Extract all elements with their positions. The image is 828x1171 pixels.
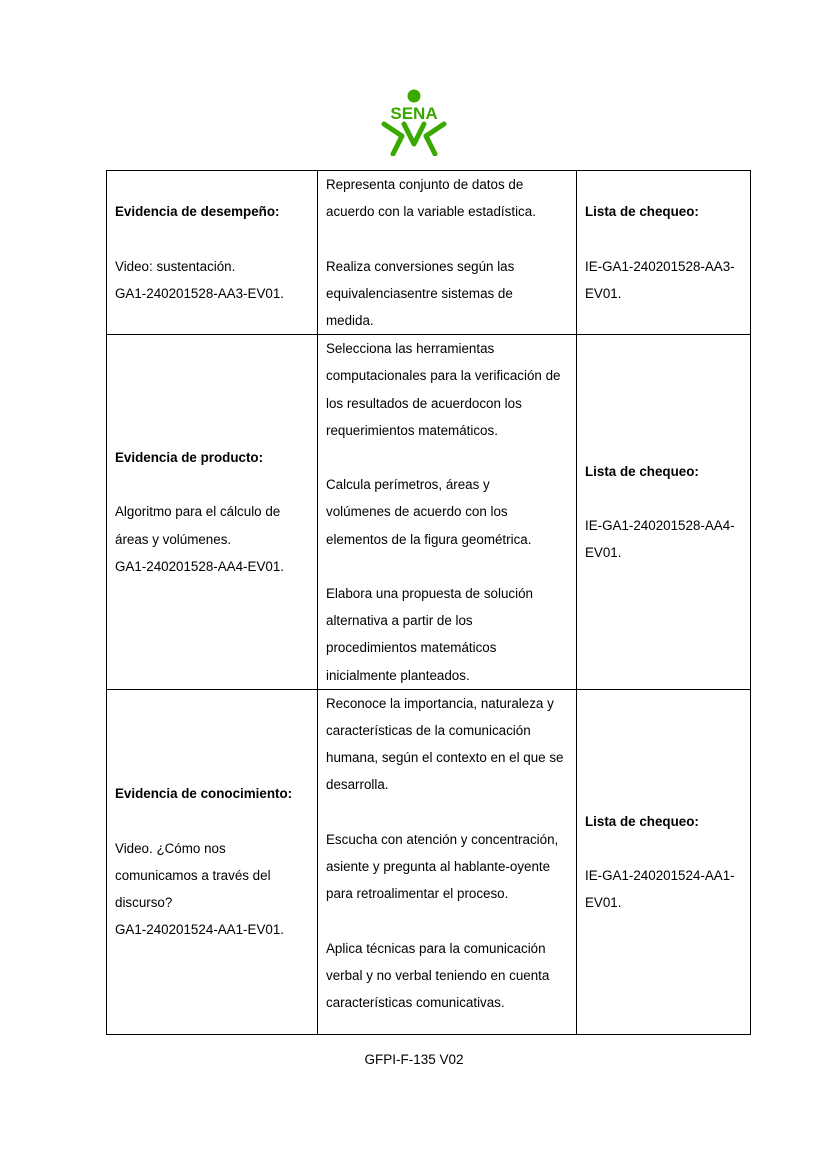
evidence-description-line: Video. ¿Cómo nos [115,840,226,856]
criterion-line: alternativa a partir de los [326,613,473,629]
instrument-code-line: EV01. [585,895,622,911]
instrument-code-line: IE-GA1-240201528-AA3- [585,258,735,274]
evidence-table [106,170,751,1035]
evidence-label: Evidencia de producto: [115,450,264,465]
evidence-description-line: GA1-240201524-AA1-EV01. [115,922,284,938]
criterion-line: Realiza conversiones según las [326,258,515,274]
criterion-line: Aplica técnicas para la comunicación [326,940,546,956]
criterion-line: equivalenciasentre sistemas de [326,285,513,301]
logo-text: SENA [390,104,438,123]
evidence-row [107,689,751,1034]
criterion-line: Reconoce la importancia, naturaleza y [326,695,554,711]
evidence-label: Evidencia de conocimiento: [115,786,293,802]
evidence-description-line: áreas y volúmenes. [115,531,232,547]
criterion-line: requerimientos matemáticos. [326,422,498,438]
criterion-line: medida. [326,313,374,328]
evidence-table-body [107,171,751,1035]
criterion-line: verbal y no verbal teniendo en cuenta [326,967,550,983]
criterion-line: asiente y pregunta al hablante-oyente [326,859,551,875]
sena-logo [378,88,450,156]
criterion-line: acuerdo con la variable estadística. [326,204,536,220]
instrument-code-line: IE-GA1-240201528-AA4- [585,518,735,533]
instrument-label: Lista de chequeo: [585,204,699,220]
criterion-line: Elabora una propuesta de solución [326,586,533,601]
evidence-description-line: comunicamos a través del [115,868,271,883]
instrument-code-line: EV01. [585,285,622,301]
instrument-cell [577,689,751,1034]
evidence-row [107,171,751,335]
evidence-description-line: discurso? [115,895,173,911]
criterion-line: Escucha con atención y concentración, [326,831,559,847]
evidence-description-line: Algoritmo para el cálculo de [115,504,281,520]
evidence-cell [107,171,318,335]
evidence-row [107,335,751,690]
criterion-line: computacionales para la verificación de [326,368,561,384]
evidence-label: Evidencia de desempeño: [115,204,280,220]
form-code-footer: GFPI-F-135 V02 [364,1052,464,1067]
evidence-description-line: GA1-240201528-AA4-EV01. [115,558,284,574]
criteria-cell [318,335,577,690]
instrument-code-line: EV01. [585,545,622,561]
criterion-line: humana, según el contexto en el que se [326,750,564,766]
criterion-line: características comunicativas. [326,995,505,1011]
criterion-line: desarrolla. [326,777,389,793]
criterion-line: inicialmente planteados. [326,667,470,683]
instrument-code-line: IE-GA1-240201524-AA1- [585,868,735,883]
criterion-line: características de la comunicación [326,723,531,739]
criterion-line: los resultados de acuerdocon los [326,395,522,411]
evidence-description-line: Video: sustentación. [115,258,236,274]
sena-logo-icon [378,88,450,156]
criterion-line: Representa conjunto de datos de [326,177,524,192]
evidence-cell [107,335,318,690]
instrument-cell [577,171,751,335]
evidence-cell [107,689,318,1034]
instrument-label: Lista de chequeo: [585,463,699,479]
criterion-line: para retroalimentar el proceso. [326,886,509,902]
criteria-cell [318,171,577,335]
criterion-line: Selecciona las herramientas [326,341,495,357]
criterion-line: volúmenes de acuerdo con los [326,504,508,520]
criterion-line: procedimientos matemáticos [326,640,497,656]
criterion-line: Calcula perímetros, áreas y [326,477,490,493]
instrument-cell [577,335,751,690]
criterion-line: elementos de la figura geométrica. [326,531,532,547]
criteria-cell [318,689,577,1034]
evidence-description-line: GA1-240201528-AA3-EV01. [115,285,284,301]
instrument-label: Lista de chequeo: [585,813,699,829]
